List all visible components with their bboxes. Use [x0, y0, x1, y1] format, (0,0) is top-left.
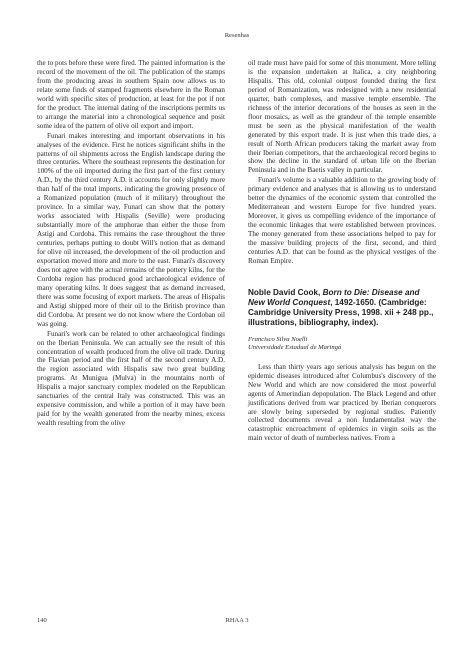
paragraph: Funari's volume is a valuable addition to the growing body of primary evidence and analyses that is allowing us to understand better the dynamics of the economic system that controlled the Mediterranean and western Europe for five hundred years. Moreover, it gives us compelling evidence of the importance of the economic linkages that were established between provinces. The money generated from these associations helped to pay for the massive building projects of the first, second, and third centuries A.D. that can be found as the physical vestiges of the Roman Empire. [248, 176, 436, 265]
right-column [248, 59, 436, 444]
reviewer-block [248, 336, 436, 353]
paragraph: the to pots before these were fired. The painted information is the record of the movement of the oil. The publication of the stamps from the producing areas in southern Spain now allows us to relate some finds of stamped fragments elsewhere in the Roman world with specific sites of production, at least for the pot if not for the product. The internal dating of the inscriptions permits us to arrange the material into a chronological sequence and posit some idea of the pattern of olive oil export and import. [37, 59, 225, 130]
review-details: , 1492-1650. (Cambridge: Cambridge University Press, 1998. xii + 248 pp., illustrations, bibliography, index). [248, 297, 434, 327]
paragraph: Funari makes interesting and important observations in his analyses of the evidence. First he notices significant shifts in the patterns of oil shipments across the English landscape during the three centuries. Where the southeast represents the destination for 100% of the oil imported during the first part of the first century A.D., by the third century A.D. it accounts for only slightly more than half of the total imports, indicating the growing presence of a Romanized population (much of it military) throughout the province. In a similar way, Funari can show that the pottery works associated with Hispalis (Seville) were producing substantially more of the amphorae than either the those from Astigi and Cordoba. This remains the case throughout the three centuries, perhaps putting to doubt Will's notion that as demand for olive oil increased, the development of the oil production and exportation moved more and more to the east. Funari's discovery does not agree with the actual remains of the pottery kilns, for the Cordoba region has produced good archaeological evidence of many operating kilns. It does suggest that as demand increased, there was some focusing of export markets. The areas of Hispalis and Astigi shipped more of their oil to the British province than did Cordoba. At present we do not know where the Cordoban oil was going. [37, 131, 225, 328]
page-number: 140 [37, 617, 47, 624]
review-heading [248, 288, 436, 328]
review-body [248, 363, 436, 444]
review-author: Noble David Cook, [248, 287, 323, 297]
running-head: Resenhas [224, 32, 250, 39]
reviewer-affiliation: Universidade Estadual de Maringá [248, 344, 342, 352]
reviewer-name: Francisco Silva Noelli [248, 335, 308, 343]
review-book-title: Born to Die: Disease and New World Conquest [248, 287, 420, 307]
paragraph: oil trade must have paid for some of this monument. More telling is the expansion undertaken at Italica, a city neighboring Hispalis. This old, colonial outpost founded during the first period of Romanization, was redesigned with a new residential quarter, bath complexes, and massive temple ensemble. The richness of the interior decorations of the houses as seen in the floor mosaics, as well as the grandeur of the temple ensemble must be seen as the physical manifestation of the wealth generated by this export trade. It is just when this trade dies, a result of North African producers taking the market away from their Iberian competitors, that the archaeological record begins to show the decline in the standard of urban life on the Iberian Peninsula and in the Baetis valley in particular. [248, 59, 436, 175]
journal-footer: RHAA 3 [225, 617, 249, 624]
paragraph: Less than thirty years ago serious analysis has begun on the epidemic diseases introduced after Columbus's discovery of the New World and which are now considered the most powerful agents of Amerindian depopulation. The Black Legend and other justifications derived from war practiced by Iberian conquerors are slowly being superseded by regional studies. Patiently collected documents reveal a non fundamentalist way the catastrophic encroachment of epidemics in virgin soils as the main vector of death of numberless natives. From a [248, 362, 436, 443]
left-column [37, 59, 225, 429]
paragraph: Funari's work can be related to other archaeological findings on the Iberian Peninsula. We can actually see the result of this concentration of wealth produced from the olive oil trade. During the Flavian period and the first half of the second century A.D. the region associated with Hispalis saw two great building programs. At Munigua (Mulva) in the mountains north of Hispalis a major sanctuary complex modeled on the Republican sanctuaries of the central Italy was constructed. This was an expensive commission, and while a portion of it may have been paid for by the wealth generated from the nearby mines, excess wealth resulting from the olive [37, 329, 225, 428]
